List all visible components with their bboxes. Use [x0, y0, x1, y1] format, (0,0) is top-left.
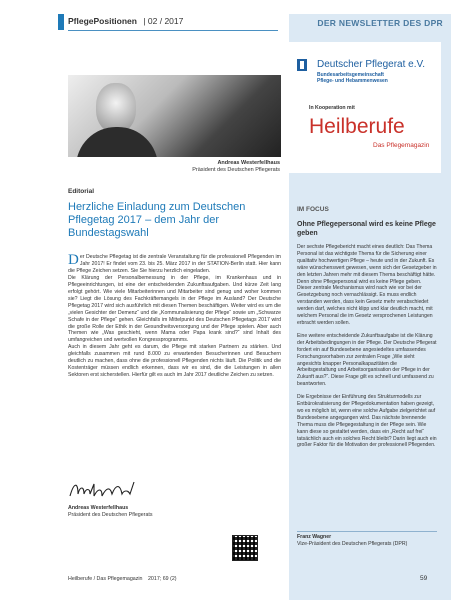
article-paragraph-2: Die Klärung der Personalbemessung in der Pflege, im Krankenhaus und in Pflegeeinrichtungen, ist eine der entscheidenden Zukunftsaufgaben. Und kürze Zeit lang erfolgt gehört. Wie viele Mitarbeiterinnen und Mitarbeiter sind genug und woher kommen sie? Liegt die Lösung des Fachkräftemangels in der Pflege im Ausland? Der Deutsche Pflegetag 2017 wird sich ausführlich mit diesen Themen beschäftigen. Weiter wird es um die „vielen Gesichter der Demenz“ und die „Kommunalisierung der Pflege“ sowie um „Schwarze Schafe in der Pflege“ gehen. Gleichfalls im Mittelpunkt des Deutschen Pflegetags 2017 wird die große Rolle der Ethik in der Gesundheitsversorgung und der Pflege spielen. Aber auch Themen wie „Was geschieht, wenn Mama oder Papa krank sind?“ sind Inhalt des umfangreichen und wertvollen Kongressprogramms.: [68, 274, 281, 344]
article-rubric: Editorial: [68, 188, 95, 195]
cooperation-label: In Kooperation mit: [309, 105, 355, 111]
page-number: 59: [420, 575, 428, 582]
handwritten-signature: [68, 478, 138, 502]
focus-paragraph-1: Der sechste Pflegebericht macht eines deutlich: Das Thema Personal ist das wichtigste Thema für die Sicherung einer qualitativ hochwertigen Pflege – heute und in der Zukunft. Es wäre wünschenswert gewesen, wenn sich der Gesetzgeber in den letzten Jahren mehr mit diesem Thema beschäftigt hätte. Denn ohne Pflegepersonal wird es keine Pflege geben. Dieser zentrale Mechanismus wird nach wie vor bei der Gesetzgebung noch vernachlässigt. Es muss endlich verstanden werden, dass kein Gesetz mehr verabschiedet werden darf, welches nicht klipp und klar deutlich macht, mit welchem Personal die im Gesetz versprochenen Leistungen erbracht werden sollen.: [297, 244, 437, 326]
article-body: [68, 254, 281, 379]
dpr-subtitle-line-1: Bundesarbeitsgemeinschaft: [317, 72, 384, 78]
focus-title: Ohne Pflegepersonal wird es keine Pflege geben: [297, 221, 436, 237]
dpr-logo-icon: [297, 59, 307, 71]
focus-label: IM FOCUS: [297, 206, 329, 213]
photo-portrait-head: [96, 83, 136, 133]
dpr-logo-subtitle: [317, 72, 388, 84]
header-rule: [68, 30, 278, 31]
newsletter-title: DER NEWSLETTER DES DPR: [317, 18, 443, 28]
header: [68, 16, 268, 26]
heilberufe-logo: Heilberufe: [309, 115, 405, 138]
article-paragraph-3: Auch in diesem Jahr geht es darum, die Pflege mit starken Partnern zu stärken. Und gleichfalls zusammen mit rund 8.000 zu erwartenden Besucherinnen und Besuchern deutlich zu machen, dass ohne die professionell Pflegenden nichts läuft. Die Politik und die Kostenträger müssen endlich erkennen, dass wir es sind, die die Leistungen in allen Sektoren erst sicherstellen. Hierfür gilt es auch im Jahr 2017 deutliche Zeichen zu setzen.: [68, 344, 281, 379]
paragraph-text: er Deutsche Pflegetag ist die zentrale Veranstaltung für die professionell Pflegenden im Jahr 2017! Er findet vom 23. bis 25. März 2017 in der STATION-Berlin statt. Hier kann die Pflege Zeichen setzen. Sie Sie hierzu herzlich eingeladen.: [68, 254, 281, 274]
focus-paragraph-3: Die Ergebnisse der Einführung des Strukturmodells zur Entbürokratisierung der Pflegedokumentation haben gezeigt, wo es möglich ist, wenn eine solche Aufgabe zielgerichtet auf Bundesebene angegangen wird. Das nächste brennende Thema muss die Pflegegestaltung in der Pflege sein. Wie kann diese so gestaltet werden, dass ein „Recht auf frei“ tatsächlich auch ein solches Recht bleibt? Darin liegt auch ein großer Faktor für die Motivation der professionell Pflegenden.: [297, 394, 437, 449]
dropcap: D: [68, 252, 79, 268]
qr-code[interactable]: [232, 535, 258, 561]
author-role: Vize-Präsident des Deutschen Pflegerats (DPR): [297, 541, 408, 547]
author-name: Franz Wagner: [297, 534, 332, 540]
article-paragraph-1: [68, 254, 281, 275]
focus-author: [297, 534, 407, 548]
footer-source: Heilberufe / Das Pflegemagazin: [68, 576, 143, 582]
caption-name: Andreas Westerfellhaus: [217, 160, 280, 166]
article-headline: Herzliche Einladung zum Deutschen Pflegetag 2017 – dem Jahr der Bundestagswahl: [68, 201, 246, 239]
focus-body: [297, 244, 437, 455]
header-accent-bar: [58, 14, 64, 30]
footer-citation: 2017; 69 (2): [147, 576, 177, 582]
caption-role: Präsident des Deutschen Pflegerats: [192, 167, 280, 173]
issue-number: | 02 / 2017: [143, 16, 184, 26]
photo-portrait-body: [76, 127, 158, 157]
signature-role: Präsident des Deutschen Pflegerats: [68, 512, 153, 518]
logo-box: [289, 42, 441, 173]
dpr-subtitle-line-2: Pflege- und Hebammenwesen: [317, 78, 388, 84]
signature-block: [68, 505, 153, 519]
heilberufe-subtitle: Das Pflegemagazin: [373, 142, 430, 149]
signature-name: Andreas Westerfellhaus: [68, 505, 129, 511]
author-photo: [68, 75, 281, 157]
footer: [68, 576, 177, 582]
photo-caption: [150, 160, 280, 174]
author-rule: [297, 531, 437, 532]
magazine-title: PflegePositionen: [68, 16, 137, 26]
focus-paragraph-2: Eine weitere entscheidende Zukunftsaufgabe ist die Klärung der Arbeitsbedingungen in der Pflege. Der Deutsche Pflegerat fordert ein auf Bundesebene angesiedeltes umfassendes Forschungsvorhaben zur zentralen Frage „Wie sieht angesichts knapper Personalkapazitäten die Arbeitsgestaltung und Arbeitsorganisation der Pflege in der Zukunft aus?“. Diese Frage gilt es schnell und umfassend zu beantworten.: [297, 332, 437, 388]
dpr-logo-name: Deutscher Pflegerat e.V.: [317, 59, 426, 70]
